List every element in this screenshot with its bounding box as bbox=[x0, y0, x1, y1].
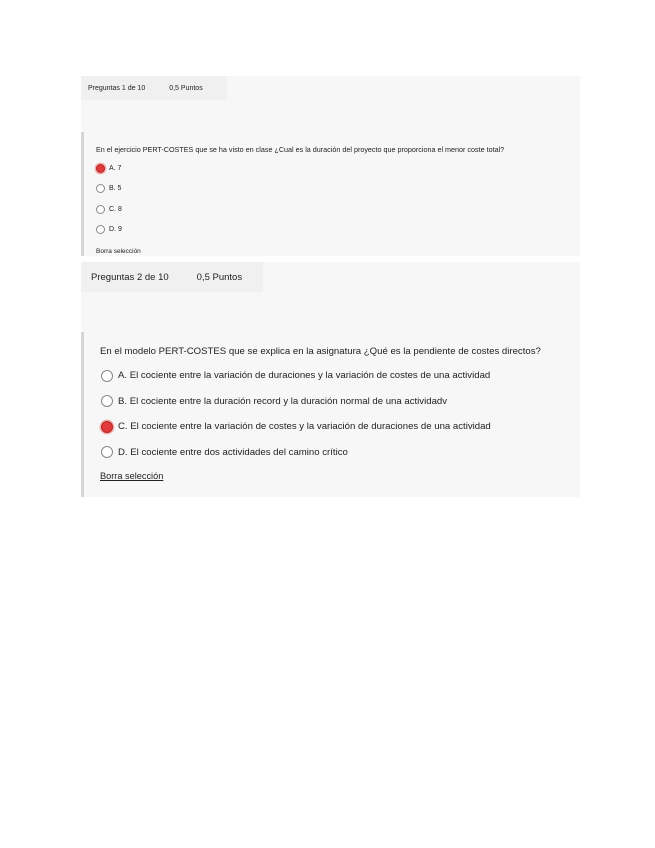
answer-option-label: B. 5 bbox=[109, 185, 122, 193]
answer-option-c[interactable] bbox=[96, 199, 580, 220]
radio-button[interactable] bbox=[96, 225, 105, 234]
answer-option-a[interactable] bbox=[100, 363, 580, 389]
answer-option-b[interactable] bbox=[96, 179, 580, 200]
answer-option-b[interactable] bbox=[100, 389, 580, 415]
answer-option-label: D. El cociente entre dos actividades del camino crítico bbox=[118, 446, 348, 458]
answer-option-a[interactable] bbox=[96, 158, 580, 179]
answer-option-label: A. 7 bbox=[109, 164, 122, 172]
answer-option-label: C. El cociente entre la variación de costes y la variación de duraciones de una actividad bbox=[118, 421, 491, 433]
radio-button-selected[interactable] bbox=[101, 421, 113, 433]
question-card-2 bbox=[81, 262, 580, 497]
question-points-label: 0,5 Puntos bbox=[196, 271, 243, 283]
question-number-label: Preguntas 1 de 10 bbox=[88, 84, 146, 92]
clear-selection-link[interactable]: Borra selección bbox=[100, 471, 164, 481]
question-text: En el ejercicio PERT-COSTES que se ha visto en clase ¿Cual es la duración del proyecto que proporciona el menor coste total? bbox=[96, 145, 505, 154]
answer-option-d[interactable] bbox=[100, 440, 580, 466]
question-number-label: Preguntas 2 de 10 bbox=[91, 271, 169, 283]
question-header bbox=[81, 76, 227, 100]
radio-button[interactable] bbox=[96, 184, 105, 193]
answer-option-c[interactable] bbox=[100, 414, 580, 440]
question-body bbox=[81, 132, 580, 256]
answer-option-label: B. El cociente entre la duración record y la duración normal de una actividadv bbox=[118, 395, 448, 407]
question-body bbox=[81, 332, 580, 497]
radio-button[interactable] bbox=[96, 205, 105, 214]
question-text: En el modelo PERT-COSTES que se explica en la asignatura ¿Qué es la pendiente de costes directos? bbox=[100, 346, 541, 357]
answer-option-label: D. 9 bbox=[109, 226, 122, 234]
answer-option-label: A. El cociente entre la variación de duraciones y la variación de costes de una actividad bbox=[118, 370, 491, 382]
question-card-1 bbox=[81, 76, 580, 256]
clear-selection-link[interactable]: Borra selección bbox=[96, 248, 141, 255]
answer-option-label: C. 8 bbox=[109, 205, 122, 213]
question-points-label: 0,5 Puntos bbox=[169, 84, 203, 92]
radio-button[interactable] bbox=[101, 370, 113, 382]
question-header bbox=[81, 262, 263, 292]
radio-button[interactable] bbox=[101, 395, 113, 407]
answer-option-d[interactable] bbox=[96, 220, 580, 241]
radio-button-selected[interactable] bbox=[96, 164, 105, 173]
radio-button[interactable] bbox=[101, 446, 113, 458]
